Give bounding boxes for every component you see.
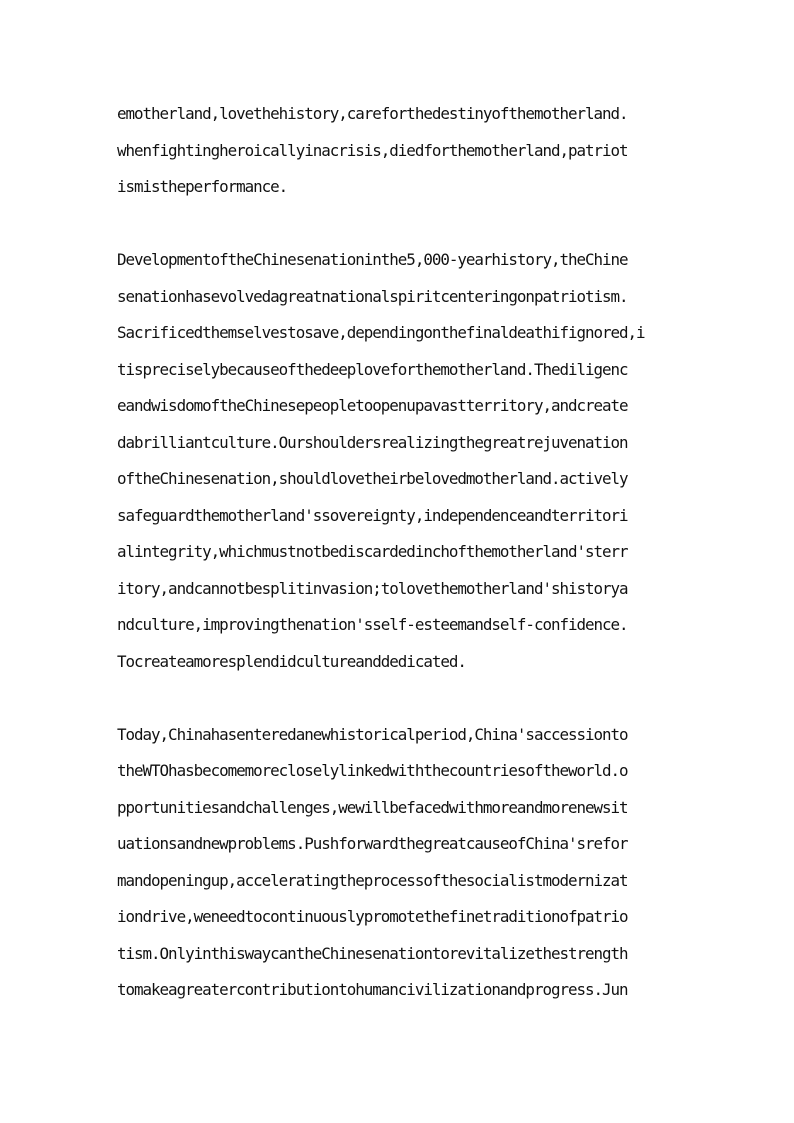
- text-line: ndculture,improvingthenation'sself-esteemandself-confidence.: [117, 615, 628, 634]
- text-line: Sacrificedthemselvestosave,dependingonthefinaldeathifignored,i: [117, 323, 645, 342]
- text-line: Today,Chinahasenteredanewhistoricalperiod,China'saccessionto: [117, 724, 628, 744]
- text-line: whenfightingheroicallyinacrisis,diedforthemotherland,patriot: [117, 140, 628, 160]
- text-line: oftheChinesenation,shouldlovetheirbelovedmotherland.actively: [117, 469, 628, 488]
- document-body: [117, 96, 697, 1009]
- paragraph-3: [117, 717, 697, 1009]
- paragraph-2: [117, 242, 697, 680]
- text-line: DevelopmentoftheChinesenationinthe5,000-yearhistory,theChine: [117, 250, 628, 269]
- text-line: ismistheperformance.: [117, 177, 288, 196]
- paragraph-1: [117, 96, 697, 206]
- text-line: itory,andcannotbesplitinvasion;tolovethemotherland'shistorya: [117, 578, 628, 598]
- text-line: iondrive,weneedtocontinuouslypromotethefinetraditionofpatrio: [117, 907, 628, 926]
- text-line: Tocreateamoresplendidcultureanddedicated.: [117, 651, 466, 671]
- text-line: tism.OnlyinthiswaycantheChinesenationtorevitalizethestrength: [117, 943, 628, 963]
- text-line: dabrilliantculture.Ourshouldersrealizingthegreatrejuvenation: [117, 432, 628, 452]
- text-line: theWTOhasbecomemorecloselylinkedwiththecountriesoftheworld.o: [117, 761, 628, 780]
- text-line: emotherland,lovethehistory,careforthedestinyofthemotherland.: [117, 104, 628, 123]
- text-line: mandopeningup,acceleratingtheprocessofthesocialistmodernizat: [117, 870, 628, 890]
- text-line: uationsandnewproblems.PushforwardthegreatcauseofChina'srefor: [117, 834, 628, 853]
- text-line: tomakeagreatercontributiontohumancivilizationandprogress.Jun: [117, 980, 628, 999]
- text-line: safeguardthemotherland'ssovereignty,independenceandterritori: [117, 505, 628, 525]
- text-line: senationhasevolvedagreatnationalspiritcenteringonpatriotism.: [117, 286, 628, 306]
- text-line: eandwisdomoftheChinesepeopletoopenupavastterritory,andcreate: [117, 396, 628, 415]
- text-line: alintegrity,whichmustnotbediscardedinchofthemotherland'sterr: [117, 542, 628, 561]
- text-line: pportunitiesandchallenges,wewillbefacedwithmoreandmorenewsit: [117, 797, 628, 817]
- text-line: tispreciselybecauseofthedeeploveforthemotherland.Thediligenc: [117, 359, 628, 379]
